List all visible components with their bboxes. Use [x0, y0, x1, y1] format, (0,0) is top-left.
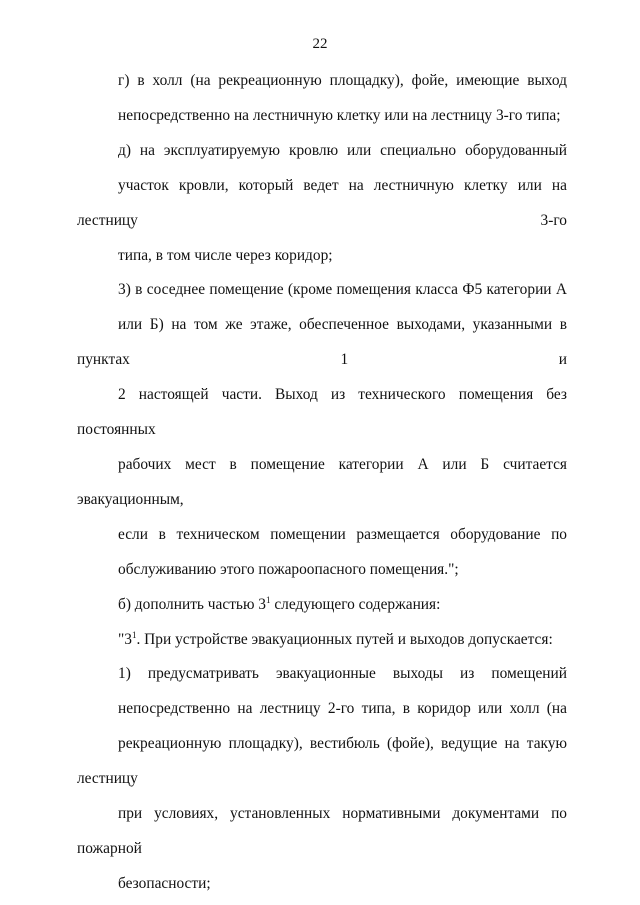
text-fragment: . При устройстве эвакуационных путей и выходов допускается:: [136, 630, 553, 648]
text-fragment: следующего содержания:: [270, 595, 441, 613]
text-line: [77, 588, 567, 623]
text-line: 3) в соседнее помещение (кроме помещения класса Ф5 категории А: [118, 281, 567, 299]
text-fragment: б) дополнить частью 3: [118, 595, 266, 613]
text-line: безопасности;: [118, 874, 211, 892]
text-line: г) в холл (на рекреационную площадку), фойе, имеющие выход: [118, 72, 567, 89]
paragraph-item-1: [77, 657, 567, 901]
text-line: [77, 623, 567, 658]
text-line: при условиях, установленных нормативными документами по пожарной: [77, 805, 567, 857]
text-line: 1) предусматривать эвакуационные выходы из помещений: [118, 665, 567, 683]
text-line: типа, в том числе через коридор;: [118, 246, 333, 264]
paragraph-item-3: [77, 273, 567, 587]
text-line: участок кровли, который ведет на лестничную клетку или на лестницу 3-го: [77, 176, 567, 229]
superscript: 1: [266, 594, 271, 605]
paragraph-amendment-b: [77, 588, 567, 623]
text-line: непосредственно на лестничную клетку или на лестницу 3-го типа;: [118, 106, 561, 124]
text-line: если в техническом помещении размещается оборудование по: [118, 525, 567, 543]
text-line: или Б) на том же этаже, обеспеченное выходами, указанными в пунктах 1 и: [77, 316, 567, 369]
text-line: обслуживанию этого пожароопасного помещения.";: [118, 560, 459, 578]
document-body: [77, 64, 567, 902]
page-number: 22: [312, 36, 328, 52]
paragraph-item-g: [77, 64, 567, 134]
text-line: д) на эксплуатируемую кровлю или специально оборудованный: [118, 141, 567, 159]
text-line: рабочих мест в помещение категории А или Б считается эвакуационным,: [77, 455, 567, 508]
text-line: 2 настоящей части. Выход из технического помещения без постоянных: [77, 386, 567, 439]
text-fragment: "3: [118, 630, 132, 648]
text-line: непосредственно на лестницу 2-го типа, в коридор или холл (на: [118, 700, 567, 718]
text-line: рекреационную площадку), вестибюль (фойе), ведущие на такую лестницу: [77, 735, 567, 788]
paragraph-part-3-1: [77, 623, 567, 658]
paragraph-item-d: [77, 134, 567, 274]
superscript: 1: [131, 629, 137, 640]
